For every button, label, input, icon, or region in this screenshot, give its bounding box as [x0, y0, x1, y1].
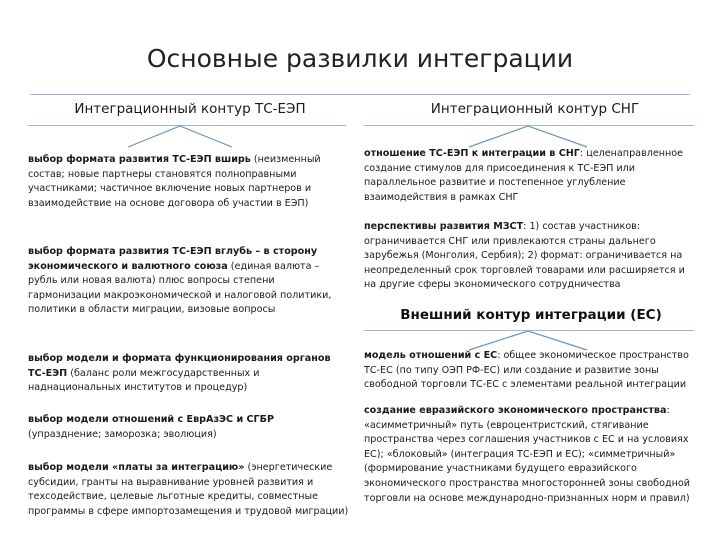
external-item-1-lead: модель отношений с ЕС	[364, 350, 498, 361]
left-item-5-text: (энергетические субсидии, гранты на выравнивание уровней развития и техсодействие, целевые льготные кредиты, совместные программы в сфере импортозамещения и трудовой миграции)	[28, 462, 349, 517]
right-item-2-text: : 1) состав участников: ограничивается СНГ или привлекаются страны дальнего зарубежья (Монголия, Сербия); 2) формат: ограничивается на неопределенный срок торговлей товарами или расширяется и на другие сферы экономического сотрудничества	[364, 221, 685, 291]
left-item-3-text: (баланс роли межгосударственных и наднациональных институтов и процедур)	[28, 367, 260, 394]
external-item-1-text: : общее экономическое пространство ТС-ЕС (по типу ОЭП РФ-ЕС) или создание и развитие зоны свободной торговли ТС-ЕС с элементами реальной интеграции	[364, 350, 689, 391]
right-item-1-text: : целенаправленное создание стимулов для присоединения к ТС-ЕЭП или параллельное развитие и постепенное углубление взаимодействия в рамках СНГ	[364, 148, 684, 203]
external-heading: Внешний контур интеграции (ЕС)	[400, 307, 662, 323]
left-item-3-lead: выбор модели и формата функционирования органов ТС-ЕЭП	[28, 353, 331, 379]
external-brace	[364, 330, 694, 350]
left-item-4-text: (упразднение; заморозка; эволюция)	[28, 428, 217, 440]
left-column-heading: Интеграционный контур ТС-ЕЭП	[74, 101, 306, 117]
right-item-1	[364, 147, 700, 205]
left-item-1-lead: выбор формата развития ТС-ЕЭП вширь	[28, 154, 251, 165]
left-item-4	[28, 413, 346, 442]
left-item-2-lead: выбор формата развития ТС-ЕЭП вглубь – в сторону экономического и валютного союза	[28, 246, 318, 272]
external-item-1	[364, 349, 700, 393]
right-brace	[364, 125, 694, 147]
right-column-heading: Интеграционный контур СНГ	[430, 101, 640, 117]
left-item-2	[28, 245, 346, 318]
left-brace	[28, 125, 346, 147]
external-item-2-text: : «асимметричный» путь (евроцентристский, стягивание пространства через соглашения участников с ЕС и на условиях ЕС); «блоковый» (интеграция ТС-ЕЭП и ЕС); «симметричный» (формирование участниками будущего евразийского экономического пространства многосторонней зоны свободной торговли на основе международно-признанных норм и правил)	[364, 405, 690, 504]
title-divider	[30, 94, 690, 95]
left-item-1-text: (неизменный состав; новые партнеры становятся полноправными участниками; частичное включение новых партнеров и взаимодействие на основе договора об участии в ЕЭП)	[28, 154, 321, 209]
right-item-2	[364, 220, 700, 293]
external-item-2	[364, 404, 700, 506]
left-item-5-lead: выбор модели «платы за интеграцию»	[28, 462, 245, 473]
left-item-5	[28, 461, 354, 519]
left-item-3	[28, 352, 346, 396]
right-item-1-lead: отношение ТС-ЕЭП к интеграции в СНГ	[364, 148, 580, 159]
page-title: Основные развилки интеграции	[146, 44, 574, 73]
external-item-2-lead: создание евразийского экономического пространства	[364, 405, 667, 416]
left-item-4-lead: выбор модели отношений с ЕврАзЭС и СГБР	[28, 414, 274, 425]
right-item-2-lead: перспективы развития МЗСТ	[364, 221, 524, 232]
left-item-1	[28, 153, 346, 211]
left-item-2-text: (единая валюта – рубль или новая валюта) плюс вопросы степени гармонизации макроэкономической и налоговой политики, политики в области миграции, визовые вопросы	[28, 260, 332, 316]
